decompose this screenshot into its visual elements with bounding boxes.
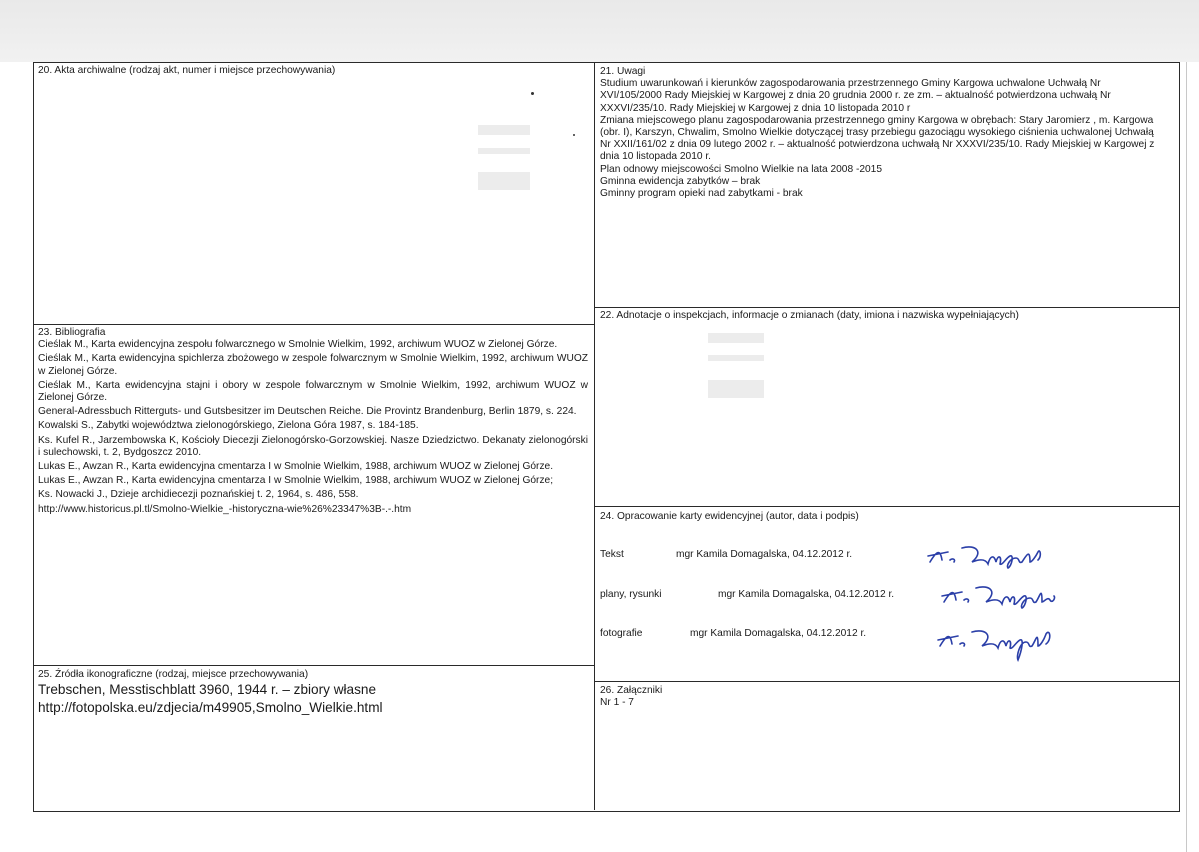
section-heading: 23. Bibliografia	[38, 327, 106, 338]
bibliography-item: General-Adressbuch Ritterguts- und Gutsbesitzer im Deutschen Reiche. Die Provintz Brandenburg, Berlin 1879, s. 224.	[38, 406, 577, 418]
remarks-line: Plan odnowy miejscowości Smolno Wielkie na lata 2008 -2015	[600, 163, 883, 175]
scan-top-margin	[0, 0, 1199, 62]
section-iconographic-sources	[38, 668, 588, 717]
section-inspection-notes	[600, 310, 1170, 322]
bibliography-item: Ks. Kufel R., Jarzembowska K, Kościoły Diecezji Zielonogórsko-Gorzowskiej. Nasze Dziedzictwo. Dekanaty zielonogórski i sulechowski, t. 2, Bydgoszcz 2010.	[38, 434, 588, 458]
remarks-line: Studium uwarunkowań i kierunków zagospodarowania przestrzennego Gminy Kargowa uchwalone Uchwałą Nr XVI/105/2000 Rady Miejskiej w Kargowej z dnia 20 grudnia 2000 r. ze zm. – aktualność potwierdzona uchwałą Nr XXXVI/235/10. Rady Miejskiej w Kargowej z dnia 10 listopada 2010 r	[600, 78, 1111, 114]
bibliography-item: Lukas E., Awzan R., Karta ewidencyjna cmentarza I w Smolnie Wielkim, 1988, archiwum WUOZ w Zielonej Górze.	[38, 461, 554, 473]
row-value: mgr Kamila Domagalska, 04.12.2012 r.	[690, 628, 867, 639]
bibliography-item: Cieślak M., Karta ewidencyjna spichlerza zbożowego w zespole folwarcznym w Smolnie Wielkim, 1992, archiwum WUOZ w Zielonej Górze.	[38, 353, 588, 377]
preparation-row-text	[600, 549, 1160, 565]
row-label: plany, rysunki	[600, 589, 662, 600]
section-heading: 25. Źródła ikonograficzne (rodzaj, miejsce przechowywania)	[38, 669, 309, 680]
divider-24-26	[595, 681, 1179, 682]
section-archival-records	[38, 65, 588, 77]
remarks-line: Zmiana miejscowego planu zagospodarowania przestrzennego gminy Kargowa w obrębach: Stary Jaromierz , m. Kargowa (obr. I), Karszyn, Chwalim, Smolno Wielkie dotyczącej trasy przebiegu gazociągu wysokiego ciśnienia uchwalonej Uchwałą Nr XXII/161/02 z dnia 09 lutego 2002 r. – aktualność potwierdzona uchwałą Nr XXXVI/235/10. Rady Miejskiej w Kargowej z dnia 10 listopada 2010 r.	[600, 114, 1155, 163]
section-attachments	[600, 685, 1160, 709]
section-bibliography	[38, 327, 588, 518]
bibliography-item: Lukas E., Awzan R., Karta ewidencyjna cmentarza I w Smolnie Wielkim, 1988, archiwum WUOZ w Zielonej Górze;	[38, 475, 554, 487]
section-heading: 26. Załączniki	[600, 685, 663, 696]
section-heading: 20. Akta archiwalne (rodzaj akt, numer i miejsce przechowywania)	[38, 65, 336, 76]
bibliography-item: Cieślak M., Karta ewidencyjna zespołu folwarcznego w Smolnie Wielkim, 1992, archiwum WUOZ w Zielonej Górze.	[38, 339, 558, 351]
iconographic-source: Trebschen, Messtischblatt 3960, 1944 r. – zbiory własne	[38, 682, 377, 697]
bibliography-link[interactable]: http://www.historicus.pl.tl/Smolno-Wielkie_-historyczna-wie%26%23347%3B-.-.htm	[38, 503, 412, 515]
bibliography-item: Kowalski S., Zabytki województwa zielonogórskiego, Zielona Góra 1987, s. 184-185.	[38, 420, 419, 432]
column-divider	[594, 62, 595, 810]
section-heading: 24. Opracowanie karty ewidencyjnej (autor, data i podpis)	[600, 511, 859, 522]
iconographic-link[interactable]: http://fotopolska.eu/zdjecia/m49905,Smolno_Wielkie.html	[38, 700, 383, 715]
bibliography-item: Ks. Nowacki J., Dzieje archidiecezji poznańskiej t. 2, 1964, s. 486, 558.	[38, 489, 359, 501]
row-value: mgr Kamila Domagalska, 04.12.2012 r.	[676, 549, 853, 560]
remarks-line: Gminny program opieki nad zabytkami - brak	[600, 188, 803, 200]
section-card-preparation	[600, 511, 1160, 523]
preparation-row-photos	[600, 628, 1160, 644]
handwritten-signature	[940, 580, 1060, 614]
remarks-line: Gminna ewidencja zabytków – brak	[600, 175, 761, 187]
bibliography-item: Cieślak M., Karta ewidencyjna stajni i obory w zespole folwarcznym w Smolnie Wielkim, 1992, archiwum WUOZ w Zielonej Górze.	[38, 379, 588, 404]
row-label: fotografie	[600, 628, 643, 639]
section-remarks	[600, 66, 1160, 200]
row-label: Tekst	[600, 549, 624, 560]
divider-20-23	[33, 324, 595, 325]
section-heading: 22. Adnotacje o inspekcjach, informacje o zmianach (daty, imiona i nazwiska wypełniających)	[600, 310, 1019, 321]
preparation-row-plans	[600, 589, 1160, 605]
divider-21-22	[595, 307, 1179, 308]
scan-right-margin	[1186, 62, 1199, 852]
divider-23-25	[33, 665, 595, 666]
divider-22-24	[595, 506, 1179, 507]
attachments-value: Nr 1 - 7	[600, 697, 634, 709]
handwritten-signature	[934, 620, 1058, 664]
handwritten-signature	[926, 538, 1050, 572]
row-value: mgr Kamila Domagalska, 04.12.2012 r.	[718, 589, 895, 600]
section-heading: 21. Uwagi	[600, 66, 646, 77]
